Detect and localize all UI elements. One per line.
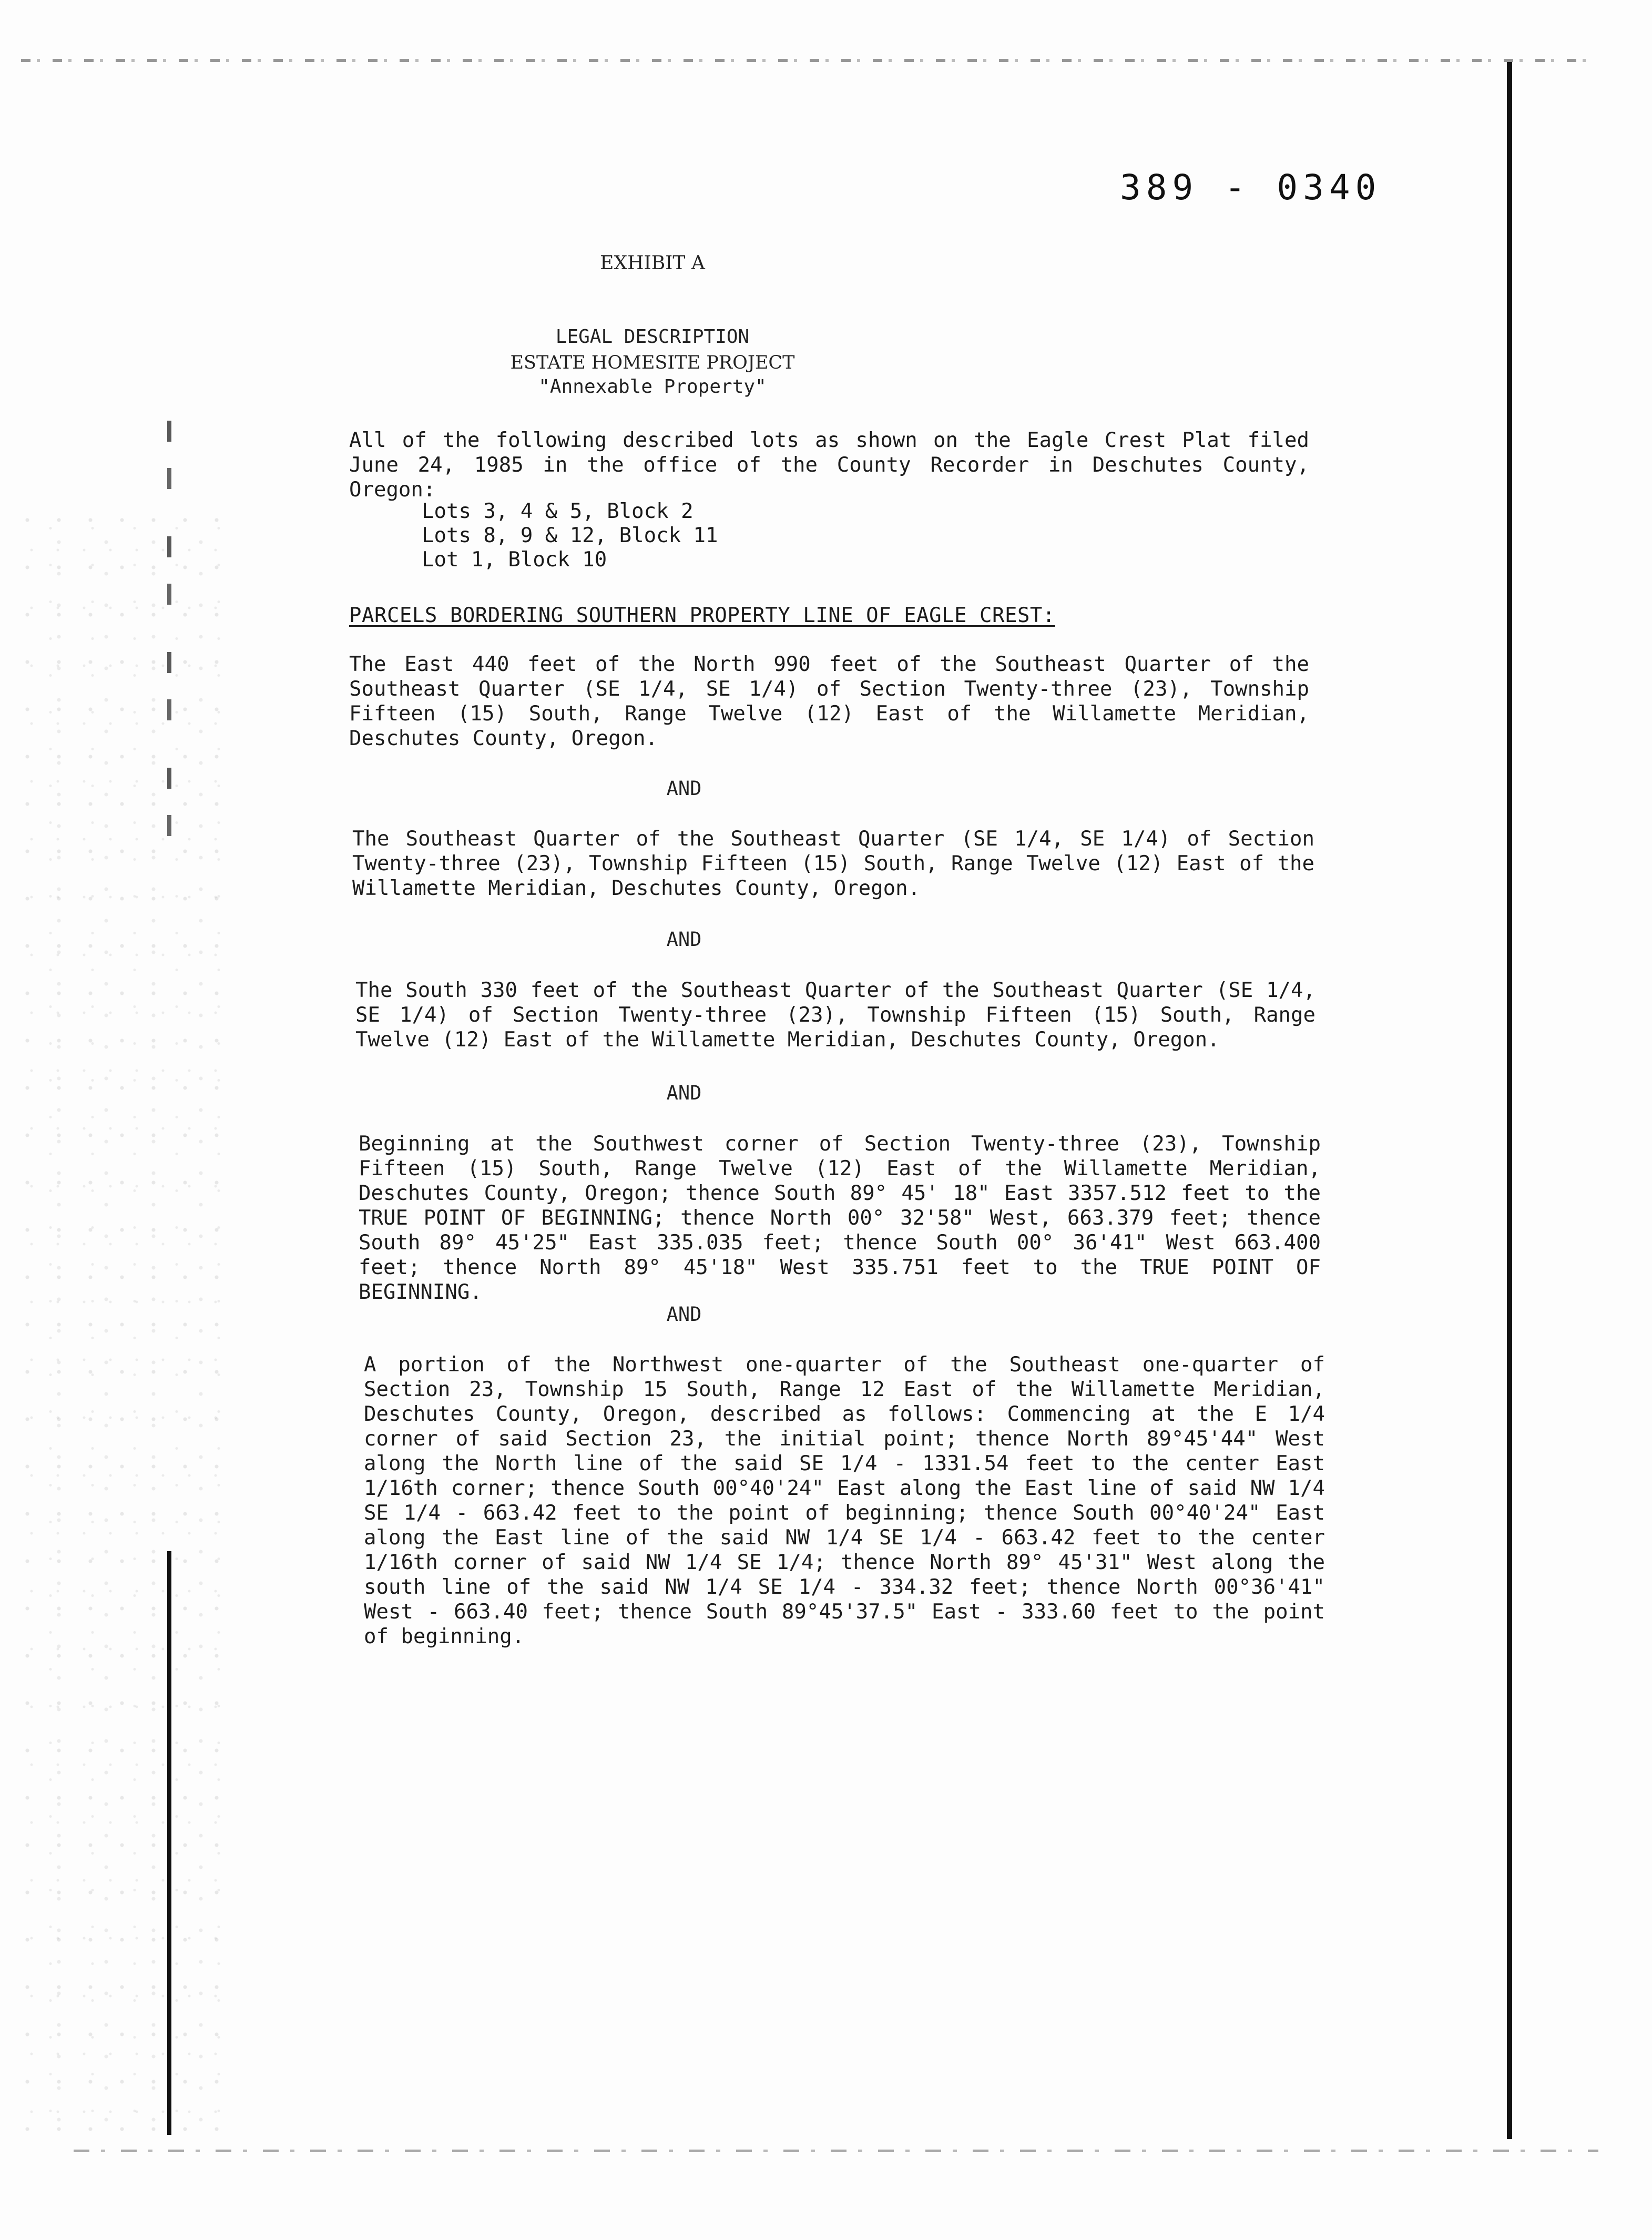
parcel-paragraph: The East 440 feet of the North 990 feet of the Southeast Quarter of the Southeast Quarter (SE 1/4, SE 1/4) of Section Twenty-three (23), Township Fifteen (15) South, Range Twelve (12) East of the Willamette Meridian, Deschutes County, Oregon.: [349, 653, 1309, 750]
lot-item: Lots 8, 9 & 12, Block 11: [422, 524, 718, 547]
property-title: "Annexable Property": [538, 376, 767, 398]
parcel-paragraph: The South 330 feet of the Southeast Quarter of the Southeast Quarter (SE 1/4, SE 1/4) of Section Twenty-three (23), Township Fifteen (15) South, Range Twelve (12) East of the Willamette Meridian, Deschutes County, Oregon.: [355, 979, 1316, 1052]
scan-edge-bottom: [74, 2150, 1598, 2152]
parcel-paragraph: Beginning at the Southwest corner of Section Twenty-three (23), Township Fifteen (15) South, Range Twelve (12) East of the Willamette Meridian, Deschutes County, Oregon; thence South 89° 45' 18" East 3357.512 feet to the TRUE POINT OF BEGINNING; thence North 00° 32'58" West, 663.379 feet; thence South 89° 45'25" East 335.035 feet; thence South 00° 36'41" West 663.400 feet; thence North 89° 45'18" West 335.751 feet to the TRUE POINT OF BEGINNING.: [359, 1132, 1321, 1304]
and-separator: AND: [666, 1303, 702, 1326]
lots-list: [422, 500, 718, 572]
parcel-paragraph: The Southeast Quarter of the Southeast Quarter (SE 1/4, SE 1/4) of Section Twenty-three (23), Township Fifteen (15) South, Range Twelve (12) East of the Willamette Meridian, Deschutes County, Oregon.: [352, 827, 1314, 900]
exhibit-title: EXHIBIT A: [600, 252, 705, 274]
scan-edge-top: [21, 59, 1588, 62]
page-number: 389 - 0340: [1120, 167, 1382, 208]
legal-description-title: LEGAL DESCRIPTION: [555, 326, 750, 348]
lot-item: Lot 1, Block 10: [422, 548, 607, 572]
lot-item: Lots 3, 4 & 5, Block 2: [422, 500, 694, 523]
and-separator: AND: [666, 928, 702, 951]
scan-speckle: [21, 515, 221, 2145]
project-title: ESTATE HOMESITE PROJECT: [510, 352, 795, 373]
parcel-paragraph: A portion of the Northwest one-quarter of the Southeast one-quarter of Section 23, Township 15 South, Range 12 East of the Willamette Meridian, Deschutes County, Oregon, described as follows: Commencing at the E 1/4 corner of said Section 23, the initial point; thence North 89°45'44" West along the North line of the said SE 1/4 - 1331.54 feet to the center East 1/16th corner; thence South 00°40'24" East along the East line of said NW 1/4 SE 1/4 - 663.42 feet to the point of beginning; thence South 00°40'24" East along the East line of the said NW 1/4 SE 1/4 - 663.42 feet to the center 1/16th corner of said NW 1/4 SE 1/4; thence North 89° 45'31" West along the south line of the said NW 1/4 SE 1/4 - 334.32 feet; thence North 00°36'41" West - 663.40 feet; thence South 89°45'37.5" East - 333.60 feet to the point of beginning.: [364, 1353, 1325, 1648]
section-heading: PARCELS BORDERING SOUTHERN PROPERTY LINE OF EAGLE CREST:: [349, 604, 1055, 627]
and-separator: AND: [666, 1082, 702, 1104]
intro-paragraph: All of the following described lots as shown on the Eagle Crest Plat filed June 24, 1985 in the office of the County Recorder in Deschutes County, Oregon:: [349, 429, 1309, 502]
and-separator: AND: [666, 777, 702, 800]
